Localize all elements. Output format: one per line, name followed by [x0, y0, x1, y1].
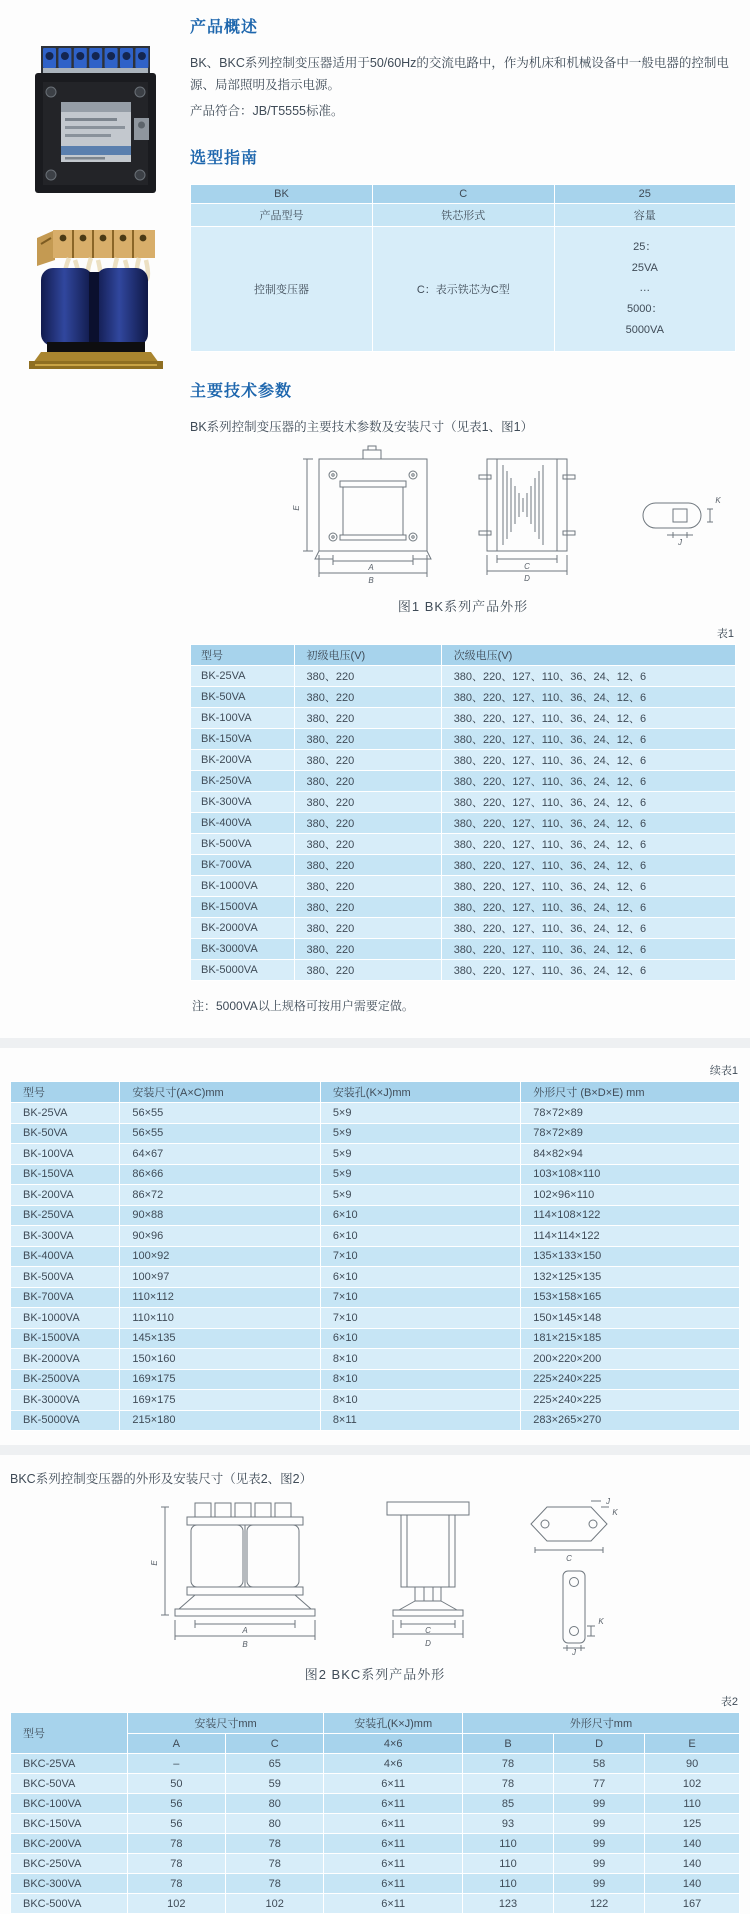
- table-row: [191, 939, 736, 960]
- table-cell: 64×67: [120, 1144, 320, 1165]
- table-row: [191, 960, 736, 981]
- table-cell: 6×11: [324, 1834, 463, 1854]
- dimensions-section: [0, 1062, 750, 1431]
- table-cell: 125: [645, 1814, 740, 1834]
- table-cell: 65: [226, 1754, 324, 1774]
- table-cell: 380、220、127、110、36、24、12、6: [441, 729, 735, 750]
- dim-label: K: [612, 1508, 618, 1518]
- overview-standard: 产品符合：JB/T5555标准。: [190, 103, 344, 118]
- table-cell: BK-300VA: [11, 1226, 120, 1247]
- table-cell: BKC-50VA: [11, 1774, 128, 1794]
- dim-label: J: [572, 1648, 576, 1656]
- table-cell: 86×72: [120, 1185, 320, 1206]
- table-cell: 7×10: [320, 1246, 520, 1267]
- header-cell: 初级电压(V): [294, 645, 441, 666]
- selection-table: [190, 184, 736, 352]
- table-cell: 380、220: [294, 792, 441, 813]
- header-cell: 型号: [191, 645, 295, 666]
- table-cell: 78: [127, 1854, 225, 1874]
- table-row: [11, 1349, 740, 1370]
- table-cell: BKC-250VA: [11, 1854, 128, 1874]
- table-cell: 5×9: [320, 1103, 520, 1124]
- table-cell: 56×55: [120, 1123, 320, 1144]
- table-cell: 200×220×200: [521, 1349, 740, 1370]
- header-cell: 型号: [11, 1082, 120, 1103]
- table-cell: 8×10: [320, 1349, 520, 1370]
- capacity-line: 25VA: [631, 261, 658, 274]
- table-cell: 380、220: [294, 729, 441, 750]
- table-cell: BK-250VA: [191, 771, 295, 792]
- table-cell: 110: [462, 1854, 553, 1874]
- dim-label: J: [677, 538, 682, 548]
- table-cell: BK-2500VA: [11, 1369, 120, 1390]
- figure1-caption: 图1 BK系列产品外形: [397, 599, 529, 615]
- table-row: [11, 1103, 740, 1124]
- tech-intro: BK系列控制变压器的主要技术参数及安装尺寸（见表1、图1）: [190, 420, 534, 435]
- table-cell: BK-700VA: [11, 1287, 120, 1308]
- table-cell: BK-3000VA: [11, 1390, 120, 1411]
- table-cell: 78: [226, 1834, 324, 1854]
- header-cell: D: [554, 1734, 645, 1754]
- table-cell: 380、220: [294, 855, 441, 876]
- table-cell: 6×10: [320, 1226, 520, 1247]
- figure2: [10, 1497, 740, 1660]
- table-cell: BK-500VA: [191, 834, 295, 855]
- table-cell: 110×110: [120, 1308, 320, 1329]
- table-row: [191, 918, 736, 939]
- table-cell: 78: [462, 1774, 553, 1794]
- table1-tag: 表1: [716, 628, 734, 641]
- table-cell: 78: [462, 1754, 553, 1774]
- bkc-intro: BKC系列控制变压器的外形及安装尺寸（见表2、图2）: [10, 1472, 313, 1487]
- dim-label: C: [523, 562, 530, 572]
- table-cell: BKC-25VA: [11, 1754, 128, 1774]
- table-cell: 380、220: [294, 918, 441, 939]
- table-cell: BK-50VA: [11, 1123, 120, 1144]
- table-cell: 6×10: [320, 1328, 520, 1349]
- table-cell: BK-500VA: [11, 1267, 120, 1288]
- table-row: [11, 1308, 740, 1329]
- table-cell: 380、220: [294, 687, 441, 708]
- table-cell: BK-700VA: [191, 855, 295, 876]
- table-cell: 380、220、127、110、36、24、12、6: [441, 666, 735, 687]
- header-cell: 安装尺寸mm: [127, 1713, 324, 1734]
- bkc-outline-drawing: [95, 1497, 655, 1655]
- bk-product-photo: [23, 38, 168, 198]
- header-cell: 4×6: [324, 1734, 463, 1754]
- table-cell: 380、220: [294, 666, 441, 687]
- bkc-section: [0, 1469, 750, 1914]
- table-cell: BK-1500VA: [191, 897, 295, 918]
- coil-left: [41, 268, 93, 346]
- table-cell: [554, 226, 736, 351]
- table-row: [191, 750, 736, 771]
- content-column: [190, 8, 750, 1024]
- table-row: [191, 687, 736, 708]
- table-cell: 4×6: [324, 1754, 463, 1774]
- table-cell: 6×11: [324, 1894, 463, 1914]
- table-cell: 169×175: [120, 1390, 320, 1411]
- table-cell: 80: [226, 1794, 324, 1814]
- dim-label: A: [242, 1626, 248, 1636]
- table-row: [11, 1205, 740, 1226]
- table-cell: 380、220: [294, 771, 441, 792]
- table-cell: 102: [127, 1894, 225, 1914]
- table-cell: 380、220、127、110、36、24、12、6: [441, 708, 735, 729]
- table-cell: 140: [645, 1854, 740, 1874]
- table-cell: 110×112: [120, 1287, 320, 1308]
- table-header-row: [191, 645, 736, 666]
- bk-voltage-table: [190, 644, 736, 981]
- table-cell: 6×11: [324, 1774, 463, 1794]
- table-cell: 380、220、127、110、36、24、12、6: [441, 897, 735, 918]
- table-cell: 控制变压器: [191, 226, 373, 351]
- section-separator: [0, 1038, 750, 1048]
- table1-note: 注：5000VA以上规格可按用户需要定做。: [192, 999, 414, 1014]
- table-row: [11, 1226, 740, 1247]
- bk-dimensions-table: [10, 1081, 740, 1431]
- coil-right: [96, 268, 148, 346]
- table-cell: 132×125×135: [521, 1267, 740, 1288]
- header-cell: 型号: [11, 1713, 128, 1754]
- table-row: [11, 1390, 740, 1411]
- table-cell: 5×9: [320, 1164, 520, 1185]
- header-cell: 外形尺寸mm: [462, 1713, 739, 1734]
- table-cell: 56: [127, 1814, 225, 1834]
- bkc-dimensions-table: [10, 1712, 740, 1914]
- table-cell: 50: [127, 1774, 225, 1794]
- table-cell: BK-3000VA: [191, 939, 295, 960]
- table-cell: 5×9: [320, 1144, 520, 1165]
- dim-label: E: [150, 1560, 159, 1566]
- product-photos: [0, 8, 190, 1024]
- table-cell: 78×72×89: [521, 1103, 740, 1124]
- section-title-selection: 选型指南: [190, 149, 259, 167]
- table-cell: 99: [554, 1814, 645, 1834]
- header-cell: 安装尺寸(A×C)mm: [120, 1082, 320, 1103]
- header-cell: C: [226, 1734, 324, 1754]
- table-cell: 380、220、127、110、36、24、12、6: [441, 687, 735, 708]
- table-cell: C：表示铁芯为C型: [373, 226, 554, 351]
- table-cell: BK-1500VA: [11, 1328, 120, 1349]
- table-cell: 85: [462, 1794, 553, 1814]
- table-row: [11, 1834, 740, 1854]
- table-cell: 283×265×270: [521, 1410, 740, 1431]
- table-row: [11, 1369, 740, 1390]
- table-row: [11, 1814, 740, 1834]
- table-row: [11, 1287, 740, 1308]
- table-cell: 6×11: [324, 1854, 463, 1874]
- header-cell: C: [373, 184, 554, 203]
- table-cell: 78: [226, 1854, 324, 1874]
- table-cell: 123: [462, 1894, 553, 1914]
- table-cell: 6×11: [324, 1794, 463, 1814]
- table-cell: 80: [226, 1814, 324, 1834]
- table-cell: 56: [127, 1794, 225, 1814]
- table-row: [11, 1854, 740, 1874]
- table-cell: 5×9: [320, 1123, 520, 1144]
- table-cell: 380、220、127、110、36、24、12、6: [441, 918, 735, 939]
- table-cell: 145×135: [120, 1328, 320, 1349]
- terminal-strip: [43, 48, 148, 73]
- table-cell: 100×97: [120, 1267, 320, 1288]
- table-cell: 77: [554, 1774, 645, 1794]
- table-cell: 5×9: [320, 1185, 520, 1206]
- table-cell: 114×114×122: [521, 1226, 740, 1247]
- table-cell: 7×10: [320, 1287, 520, 1308]
- table-row: [11, 1894, 740, 1914]
- table-cell: 135×133×150: [521, 1246, 740, 1267]
- table-row: [11, 1144, 740, 1165]
- table-cell: BKC-100VA: [11, 1794, 128, 1814]
- table-cell: BK-2000VA: [191, 918, 295, 939]
- bk-outline-drawing: [191, 445, 736, 587]
- table-cell: 140: [645, 1874, 740, 1894]
- table-row: [191, 729, 736, 750]
- table-row: [191, 771, 736, 792]
- table-cell: BK-300VA: [191, 792, 295, 813]
- table-cell: 78×72×89: [521, 1123, 740, 1144]
- table-cell: 102: [645, 1774, 740, 1794]
- table-cell: 380、220: [294, 750, 441, 771]
- table-cell: 99: [554, 1874, 645, 1894]
- table-cell: 150×145×148: [521, 1308, 740, 1329]
- table-cell: BK-1000VA: [191, 876, 295, 897]
- table-row: [11, 1246, 740, 1267]
- table-cell: 380、220、127、110、36、24、12、6: [441, 813, 735, 834]
- table-row: [11, 1164, 740, 1185]
- brass-base: [29, 352, 163, 369]
- table-cell: 380、220、127、110、36、24、12、6: [441, 792, 735, 813]
- capacity-line: 5000VA: [625, 324, 664, 337]
- table-cell: BK-200VA: [191, 750, 295, 771]
- table-cell: BK-100VA: [191, 708, 295, 729]
- table-cell: 8×11: [320, 1410, 520, 1431]
- table-row: [11, 1754, 740, 1774]
- table-cell: 380、220: [294, 897, 441, 918]
- selection-header-row: [191, 184, 736, 203]
- table-cell: BK-200VA: [11, 1185, 120, 1206]
- dim-label: K: [714, 496, 721, 506]
- table-cell: 150×160: [120, 1349, 320, 1370]
- table-row: [191, 666, 736, 687]
- capacity-line: …: [639, 282, 651, 295]
- figure1: [190, 445, 736, 592]
- section-title-overview: 产品概述: [190, 19, 259, 36]
- table-cell: 380、220、127、110、36、24、12、6: [441, 960, 735, 981]
- table-cell: 99: [554, 1854, 645, 1874]
- table-cell: BKC-200VA: [11, 1834, 128, 1854]
- table-cell: BK-50VA: [191, 687, 295, 708]
- table-cell: 181×215×185: [521, 1328, 740, 1349]
- table-row: [191, 708, 736, 729]
- capacity-line: 25：: [633, 240, 657, 253]
- bkc-product-photo: [25, 224, 165, 374]
- table-row: [11, 1874, 740, 1894]
- dim-label: C: [566, 1554, 572, 1564]
- table-cell: 56×55: [120, 1103, 320, 1124]
- table-cell: 99: [554, 1794, 645, 1814]
- header-cell: B: [462, 1734, 553, 1754]
- dim-label: B: [242, 1640, 248, 1650]
- table-cell: 8×10: [320, 1369, 520, 1390]
- table-cell: BK-5000VA: [191, 960, 295, 981]
- table-cell: 103×108×110: [521, 1164, 740, 1185]
- table-cell: BK-150VA: [11, 1164, 120, 1185]
- table-cell: 380、220、127、110、36、24、12、6: [441, 750, 735, 771]
- table-cell: 6×10: [320, 1205, 520, 1226]
- table-cell: 78: [127, 1834, 225, 1854]
- table-cell: 102×96×110: [521, 1185, 740, 1206]
- table-cell: 7×10: [320, 1308, 520, 1329]
- table-cell: BK-250VA: [11, 1205, 120, 1226]
- table-row: [11, 1774, 740, 1794]
- nameplate: [61, 102, 131, 162]
- table-cell: BK-100VA: [11, 1144, 120, 1165]
- table-cell: 380、220、127、110、36、24、12、6: [441, 771, 735, 792]
- table-cell: 110: [462, 1834, 553, 1854]
- capacity-line: 5000：: [627, 303, 663, 316]
- table-cell: 215×180: [120, 1410, 320, 1431]
- table-cell: 铁芯形式: [373, 203, 554, 226]
- table-cell: 78: [226, 1874, 324, 1894]
- table-cell: –: [127, 1754, 225, 1774]
- header-cell: BK: [191, 184, 373, 203]
- table-row: [191, 897, 736, 918]
- table-row: [11, 1328, 740, 1349]
- table-cell: 380、220: [294, 834, 441, 855]
- table-row: [11, 1267, 740, 1288]
- dim-label: K: [598, 1617, 604, 1627]
- table-cell: 122: [554, 1894, 645, 1914]
- table-cell: 380、220: [294, 939, 441, 960]
- selection-subheader-row: [191, 203, 736, 226]
- header-cell: E: [645, 1734, 740, 1754]
- table-cell: 90×96: [120, 1226, 320, 1247]
- figure2-caption: 图2 BKC系列产品外形: [304, 1667, 446, 1683]
- side-latch: [134, 118, 149, 140]
- table-cell: 380、220: [294, 876, 441, 897]
- table-cell: BK-5000VA: [11, 1410, 120, 1431]
- table-cell: 99: [554, 1834, 645, 1854]
- table-cell: 84×82×94: [521, 1144, 740, 1165]
- dim-label: J: [606, 1497, 610, 1507]
- section-separator: [0, 1445, 750, 1455]
- table-cell: 90: [645, 1754, 740, 1774]
- table-row: [11, 1185, 740, 1206]
- table-cell: BK-2000VA: [11, 1349, 120, 1370]
- dim-label: E: [291, 505, 301, 511]
- table-cell: BK-1000VA: [11, 1308, 120, 1329]
- table-cell: BK-150VA: [191, 729, 295, 750]
- table-cell: 380、220、127、110、36、24、12、6: [441, 834, 735, 855]
- table-cell: 100×92: [120, 1246, 320, 1267]
- table-cell: BKC-150VA: [11, 1814, 128, 1834]
- table-cell: 容量: [554, 203, 736, 226]
- overview-text: BK、BKC系列控制变压器适用于50/60Hz的交流电路中，作为机床和机械设备中一般电器的控制电源、局部照明及指示电源。: [190, 56, 729, 92]
- table2-tag: 表2: [720, 1696, 738, 1709]
- table-cell: 167: [645, 1894, 740, 1914]
- table-cell: 6×11: [324, 1814, 463, 1834]
- dim-label: B: [367, 576, 374, 586]
- dim-label: C: [425, 1626, 431, 1636]
- terminal-side-plate: [37, 230, 55, 266]
- table-cell: 110: [645, 1794, 740, 1814]
- header-cell: 次级电压(V): [441, 645, 735, 666]
- dim-label: D: [523, 574, 530, 584]
- table-header-row: [11, 1713, 740, 1734]
- selection-body-row: [191, 226, 736, 351]
- table-cell: 225×240×225: [521, 1390, 740, 1411]
- table-cell: 380、220、127、110、36、24、12、6: [441, 855, 735, 876]
- header-cell: 外形尺寸 (B×D×E) mm: [521, 1082, 740, 1103]
- table-row: [11, 1794, 740, 1814]
- header-cell: 安装孔(K×J)mm: [324, 1713, 463, 1734]
- table-row: [191, 813, 736, 834]
- table-cell: 59: [226, 1774, 324, 1794]
- table-cell: 产品型号: [191, 203, 373, 226]
- table-cell: 90×88: [120, 1205, 320, 1226]
- table-cell: 110: [462, 1874, 553, 1894]
- table-cell: BKC-500VA: [11, 1894, 128, 1914]
- table-cell: BKC-300VA: [11, 1874, 128, 1894]
- table-cell: 114×108×122: [521, 1205, 740, 1226]
- table-cell: 78: [127, 1874, 225, 1894]
- table-cell: 225×240×225: [521, 1369, 740, 1390]
- table-row: [11, 1123, 740, 1144]
- table-row: [191, 855, 736, 876]
- table-cell: BK-25VA: [11, 1103, 120, 1124]
- table-cell: 380、220: [294, 813, 441, 834]
- table-cell: 380、220、127、110、36、24、12、6: [441, 876, 735, 897]
- table-row: [11, 1410, 740, 1431]
- table-cell: 86×66: [120, 1164, 320, 1185]
- header-cell: 安装孔(K×J)mm: [320, 1082, 520, 1103]
- table-cell: 6×11: [324, 1874, 463, 1894]
- cont-table-tag: 续表1: [709, 1065, 738, 1078]
- table-cell: 93: [462, 1814, 553, 1834]
- header-cell: A: [127, 1734, 225, 1754]
- table-cell: 6×10: [320, 1267, 520, 1288]
- terminal-block: [53, 230, 155, 258]
- table-cell: BK-400VA: [191, 813, 295, 834]
- header-cell: 25: [554, 184, 736, 203]
- table-cell: 8×10: [320, 1390, 520, 1411]
- table-cell: BK-25VA: [191, 666, 295, 687]
- section-title-tech: 主要技术参数: [190, 383, 293, 401]
- table-cell: 140: [645, 1834, 740, 1854]
- table-cell: 380、220: [294, 960, 441, 981]
- table-row: [191, 876, 736, 897]
- table-cell: 58: [554, 1754, 645, 1774]
- table-row: [191, 834, 736, 855]
- table-header-row: [11, 1082, 740, 1103]
- table-cell: 153×158×165: [521, 1287, 740, 1308]
- table-cell: 102: [226, 1894, 324, 1914]
- table-cell: BK-400VA: [11, 1246, 120, 1267]
- table-cell: 380、220: [294, 708, 441, 729]
- table-row: [191, 792, 736, 813]
- table-cell: 380、220、127、110、36、24、12、6: [441, 939, 735, 960]
- dim-label: D: [425, 1639, 431, 1649]
- table-cell: 169×175: [120, 1369, 320, 1390]
- dim-label: A: [367, 563, 374, 573]
